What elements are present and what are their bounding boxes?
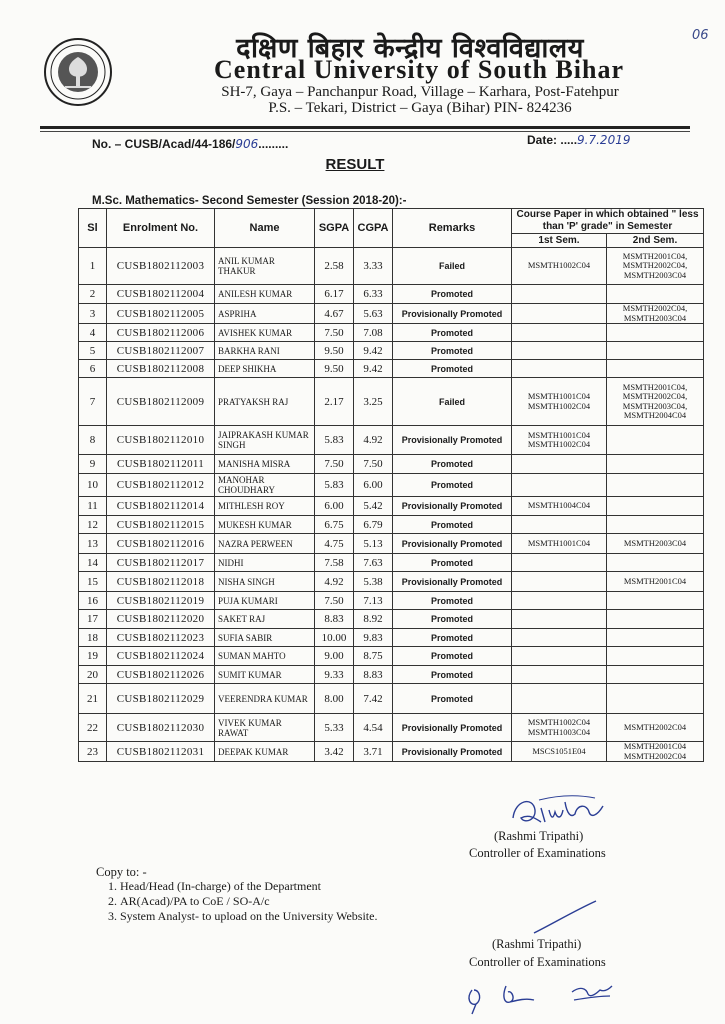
cell-sl: 15: [79, 572, 107, 592]
cell-sem1: MSMTH1002C04 MSMTH1003C04: [512, 714, 607, 742]
result-table: [78, 208, 704, 762]
cell-remarks: Provisionally Promoted: [393, 426, 512, 455]
cell-sem1: [512, 304, 607, 324]
cell-cgpa: 7.13: [354, 592, 393, 610]
cell-sem1: [512, 610, 607, 629]
table-row: [79, 629, 704, 647]
cell-sem2: [607, 426, 704, 455]
cell-enrolment: CUSB1802112024: [107, 647, 215, 666]
cell-cgpa: 7.42: [354, 684, 393, 714]
cell-name: DEEP SHIKHA: [215, 360, 315, 378]
cell-sgpa: 5.33: [315, 714, 354, 742]
cell-cgpa: 8.83: [354, 666, 393, 684]
cell-cgpa: 4.92: [354, 426, 393, 455]
cell-name: PRATYAKSH RAJ: [215, 378, 315, 426]
table-row: [79, 534, 704, 554]
cell-sgpa: 5.83: [315, 426, 354, 455]
cell-sl: 14: [79, 554, 107, 572]
cell-sem2: [607, 455, 704, 474]
cell-sgpa: 10.00: [315, 629, 354, 647]
table-row: [79, 714, 704, 742]
date: [527, 133, 630, 147]
cell-name: VIVEK KUMAR RAWAT: [215, 714, 315, 742]
cell-sgpa: 6.75: [315, 516, 354, 534]
cell-remarks: Promoted: [393, 342, 512, 360]
cell-enrolment: CUSB1802112007: [107, 342, 215, 360]
cell-cgpa: 5.13: [354, 534, 393, 554]
table-row: [79, 378, 704, 426]
cell-sem1: MSMTH1004C04: [512, 497, 607, 516]
cell-sl: 5: [79, 342, 107, 360]
table-row: [79, 474, 704, 497]
header-sem1: 1st Sem.: [512, 234, 607, 248]
cell-sem2: MSMTH2001C04, MSMTH2002C04, MSMTH2003C04: [607, 248, 704, 285]
cell-sgpa: 6.17: [315, 285, 354, 304]
copy-to-list: [98, 879, 377, 924]
page-title: RESULT: [325, 156, 385, 173]
cell-cgpa: 9.42: [354, 342, 393, 360]
cell-sem2: [607, 516, 704, 534]
cell-sem2: [607, 684, 704, 714]
cell-sem1: [512, 474, 607, 497]
table-row: [79, 342, 704, 360]
cell-sgpa: 7.50: [315, 592, 354, 610]
cell-sem2: [607, 554, 704, 572]
cell-sl: 17: [79, 610, 107, 629]
cell-enrolment: CUSB1802112015: [107, 516, 215, 534]
cell-cgpa: 4.54: [354, 714, 393, 742]
cell-enrolment: CUSB1802112030: [107, 714, 215, 742]
cell-sl: 11: [79, 497, 107, 516]
cell-sl: 20: [79, 666, 107, 684]
date-handwritten: 9.7.2019: [577, 133, 631, 147]
cell-cgpa: 3.25: [354, 378, 393, 426]
cell-cgpa: 6.33: [354, 285, 393, 304]
cell-sem1: MSMTH1001C04: [512, 534, 607, 554]
address-line-2: P.S. – Tekari, District – Gaya (Bihar) PIN- 824236: [268, 100, 572, 116]
cell-sem1: [512, 285, 607, 304]
cell-sl: 9: [79, 455, 107, 474]
date-label: Date:: [527, 133, 558, 147]
cell-sgpa: 9.33: [315, 666, 354, 684]
cell-sem1: MSMTH1001C04 MSMTH1002C04: [512, 426, 607, 455]
cell-enrolment: CUSB1802112011: [107, 455, 215, 474]
cell-remarks: Provisionally Promoted: [393, 497, 512, 516]
cell-sem2: MSMTH2002C04, MSMTH2003C04: [607, 304, 704, 324]
cell-name: MANOHAR CHOUDHARY: [215, 474, 315, 497]
cell-sem1: [512, 516, 607, 534]
cell-cgpa: 3.33: [354, 248, 393, 285]
cell-remarks: Failed: [393, 378, 512, 426]
cell-remarks: Promoted: [393, 554, 512, 572]
cell-cgpa: 8.75: [354, 647, 393, 666]
cell-sem2: [607, 497, 704, 516]
table-row: [79, 455, 704, 474]
signatory-title: Controller of Examinations: [469, 846, 606, 860]
header-cgpa: CGPA: [354, 209, 393, 248]
cell-name: DEEPAK KUMAR: [215, 742, 315, 762]
signatory-title-2: Controller of Examinations: [469, 955, 606, 969]
cell-sgpa: 4.92: [315, 572, 354, 592]
initials-image: [462, 970, 622, 1016]
cell-remarks: Promoted: [393, 455, 512, 474]
cell-sl: 18: [79, 629, 107, 647]
cell-enrolment: CUSB1802112023: [107, 629, 215, 647]
cell-name: PUJA KUMARI: [215, 592, 315, 610]
table-row: [79, 684, 704, 714]
cell-sl: 8: [79, 426, 107, 455]
cell-name: AVISHEK KUMAR: [215, 324, 315, 342]
cell-sem1: [512, 342, 607, 360]
table-row: [79, 666, 704, 684]
cell-sem2: MSMTH2003C04: [607, 534, 704, 554]
cell-sem1: [512, 629, 607, 647]
table-row: [79, 742, 704, 762]
cell-enrolment: CUSB1802112010: [107, 426, 215, 455]
cell-name: ANIL KUMAR THAKUR: [215, 248, 315, 285]
table-row: [79, 572, 704, 592]
table-row: [79, 647, 704, 666]
table-row: [79, 285, 704, 304]
cell-sgpa: 9.50: [315, 342, 354, 360]
cell-sgpa: 4.75: [315, 534, 354, 554]
cell-enrolment: CUSB1802112018: [107, 572, 215, 592]
cell-cgpa: 5.38: [354, 572, 393, 592]
cell-enrolment: CUSB1802112020: [107, 610, 215, 629]
university-logo: [43, 37, 113, 107]
cell-remarks: Promoted: [393, 647, 512, 666]
cell-name: MUKESH KUMAR: [215, 516, 315, 534]
copy-to-item: 3. System Analyst- to upload on the University Website.: [120, 909, 377, 924]
cell-enrolment: CUSB1802112005: [107, 304, 215, 324]
reference-label: No. – CUSB/Acad/44-186/: [92, 137, 236, 151]
cell-remarks: Promoted: [393, 666, 512, 684]
cell-sgpa: 6.00: [315, 497, 354, 516]
cell-sem2: [607, 592, 704, 610]
cell-sl: 1: [79, 248, 107, 285]
cell-enrolment: CUSB1802112026: [107, 666, 215, 684]
cell-sem1: MSMTH1002C04: [512, 248, 607, 285]
cell-cgpa: 7.08: [354, 324, 393, 342]
cell-sem2: [607, 285, 704, 304]
cell-cgpa: 5.63: [354, 304, 393, 324]
cell-sem1: [512, 324, 607, 342]
header-rule-thin: [40, 131, 690, 132]
table-row: [79, 516, 704, 534]
cell-sem1: [512, 647, 607, 666]
cell-sem2: [607, 610, 704, 629]
signatory-name: (Rashmi Tripathi): [494, 829, 584, 843]
cell-remarks: Promoted: [393, 285, 512, 304]
cell-sem1: [512, 360, 607, 378]
cell-sem2: [607, 324, 704, 342]
address-line-1: SH-7, Gaya – Panchanpur Road, Village – Karhara, Post-Fatehpur: [221, 84, 619, 100]
copy-to-label: Copy to: -: [96, 865, 147, 879]
cell-remarks: Failed: [393, 248, 512, 285]
cell-name: BARKHA RANI: [215, 342, 315, 360]
cell-remarks: Promoted: [393, 592, 512, 610]
cell-enrolment: CUSB1802112029: [107, 684, 215, 714]
date-dots: .....: [560, 133, 578, 147]
cell-sgpa: 9.00: [315, 647, 354, 666]
cell-remarks: Provisionally Promoted: [393, 304, 512, 324]
header-sgpa: SGPA: [315, 209, 354, 248]
cell-remarks: Promoted: [393, 516, 512, 534]
cell-enrolment: CUSB1802112008: [107, 360, 215, 378]
cell-sl: 6: [79, 360, 107, 378]
cell-cgpa: 8.92: [354, 610, 393, 629]
cell-name: ASPRIHA: [215, 304, 315, 324]
cell-sem1: MSCS1051E04: [512, 742, 607, 762]
cell-cgpa: 6.00: [354, 474, 393, 497]
cell-sgpa: 3.42: [315, 742, 354, 762]
cell-sem1: [512, 592, 607, 610]
header-name: Name: [215, 209, 315, 248]
cell-enrolment: CUSB1802112019: [107, 592, 215, 610]
university-name-hindi: दक्षिण बिहार केन्द्रीय विश्वविद्यालय: [236, 33, 584, 64]
cell-name: MITHLESH ROY: [215, 497, 315, 516]
cell-enrolment: CUSB1802112006: [107, 324, 215, 342]
table-row: [79, 324, 704, 342]
cell-enrolment: CUSB1802112014: [107, 497, 215, 516]
cell-cgpa: 7.50: [354, 455, 393, 474]
cell-name: SUMAN MAHTO: [215, 647, 315, 666]
table-row: [79, 497, 704, 516]
cell-sem2: [607, 647, 704, 666]
cell-sem1: [512, 554, 607, 572]
cell-sem1: [512, 455, 607, 474]
cell-name: ANILESH KUMAR: [215, 285, 315, 304]
table-caption: M.Sc. Mathematics- Second Semester (Session 2018-20):-: [92, 195, 407, 207]
cell-sgpa: 8.83: [315, 610, 354, 629]
cell-remarks: Provisionally Promoted: [393, 572, 512, 592]
cell-sem1: [512, 684, 607, 714]
cell-sgpa: 2.17: [315, 378, 354, 426]
cell-enrolment: CUSB1802112003: [107, 248, 215, 285]
cell-remarks: Promoted: [393, 610, 512, 629]
cell-sem2: [607, 629, 704, 647]
cell-name: JAIPRAKASH KUMAR SINGH: [215, 426, 315, 455]
cell-enrolment: CUSB1802112009: [107, 378, 215, 426]
cell-name: SUMIT KUMAR: [215, 666, 315, 684]
cell-name: SUFIA SABIR: [215, 629, 315, 647]
cell-name: NISHA SINGH: [215, 572, 315, 592]
signatory-name-2: (Rashmi Tripathi): [492, 937, 582, 951]
cell-sgpa: 7.50: [315, 324, 354, 342]
cell-enrolment: CUSB1802112031: [107, 742, 215, 762]
cell-remarks: Promoted: [393, 684, 512, 714]
cell-sgpa: 8.00: [315, 684, 354, 714]
corner-mark: 06: [692, 28, 709, 43]
cell-sem2: [607, 474, 704, 497]
cell-cgpa: 5.42: [354, 497, 393, 516]
cell-remarks: Promoted: [393, 629, 512, 647]
cell-sem1: MSMTH1001C04 MSMTH1002C04: [512, 378, 607, 426]
table-row: [79, 248, 704, 285]
table-row: [79, 592, 704, 610]
cell-sem2: [607, 360, 704, 378]
signature-stroke: [530, 897, 600, 937]
table-row: [79, 426, 704, 455]
cell-remarks: Promoted: [393, 360, 512, 378]
cell-sl: 4: [79, 324, 107, 342]
cell-sgpa: 7.50: [315, 455, 354, 474]
university-name-english: Central University of South Bihar: [214, 55, 624, 84]
cell-cgpa: 9.83: [354, 629, 393, 647]
cell-sem2: [607, 666, 704, 684]
table-row: [79, 610, 704, 629]
cell-sem1: [512, 666, 607, 684]
cell-cgpa: 7.63: [354, 554, 393, 572]
cell-sem2: MSMTH2001C04: [607, 572, 704, 592]
cell-cgpa: 9.42: [354, 360, 393, 378]
cell-sem2: [607, 342, 704, 360]
header-sem2: 2nd Sem.: [607, 234, 704, 248]
cell-sl: 12: [79, 516, 107, 534]
cell-cgpa: 6.79: [354, 516, 393, 534]
cell-sl: 23: [79, 742, 107, 762]
result-table-body: [79, 248, 704, 762]
header-remarks: Remarks: [393, 209, 512, 248]
cell-remarks: Promoted: [393, 474, 512, 497]
cell-remarks: Promoted: [393, 324, 512, 342]
cell-enrolment: CUSB1802112017: [107, 554, 215, 572]
cell-remarks: Provisionally Promoted: [393, 742, 512, 762]
cell-sl: 13: [79, 534, 107, 554]
header-enrolment: Enrolment No.: [107, 209, 215, 248]
cell-enrolment: CUSB1802112004: [107, 285, 215, 304]
cell-sl: 19: [79, 647, 107, 666]
cell-sl: 22: [79, 714, 107, 742]
cell-sl: 16: [79, 592, 107, 610]
cell-name: VEERENDRA KUMAR: [215, 684, 315, 714]
cell-sl: 10: [79, 474, 107, 497]
reference-number: [92, 137, 288, 151]
signature-image: [505, 788, 615, 834]
header-rule: [40, 126, 690, 129]
cell-name: SAKET RAJ: [215, 610, 315, 629]
copy-to-item: 2. AR(Acad)/PA to CoE / SO-A/c: [120, 894, 377, 909]
header-course-paper: Course Paper in which obtained " less than 'P' grade" in Semester: [512, 209, 704, 234]
reference-dots: .........: [258, 137, 289, 151]
cell-name: NIDHI: [215, 554, 315, 572]
cell-sgpa: 4.67: [315, 304, 354, 324]
cell-sem2: MSMTH2002C04: [607, 714, 704, 742]
cell-enrolment: CUSB1802112012: [107, 474, 215, 497]
cell-sgpa: 5.83: [315, 474, 354, 497]
cell-sl: 3: [79, 304, 107, 324]
cell-sgpa: 7.58: [315, 554, 354, 572]
cell-sem2: MSMTH2001C04, MSMTH2002C04, MSMTH2003C04, MSMTH2004C04: [607, 378, 704, 426]
header-sl: Sl: [79, 209, 107, 248]
cell-name: MANISHA MISRA: [215, 455, 315, 474]
cell-sl: 21: [79, 684, 107, 714]
table-row: [79, 304, 704, 324]
cell-sl: 7: [79, 378, 107, 426]
cell-enrolment: CUSB1802112016: [107, 534, 215, 554]
table-row: [79, 360, 704, 378]
cell-cgpa: 3.71: [354, 742, 393, 762]
cell-name: NAZRA PERWEEN: [215, 534, 315, 554]
reference-number-handwritten: 906: [235, 137, 259, 151]
cell-remarks: Provisionally Promoted: [393, 534, 512, 554]
cell-remarks: Provisionally Promoted: [393, 714, 512, 742]
cell-sem2: MSMTH2001C04 MSMTH2002C04: [607, 742, 704, 762]
cell-sem1: [512, 572, 607, 592]
cell-sgpa: 2.58: [315, 248, 354, 285]
cell-sgpa: 9.50: [315, 360, 354, 378]
cell-sl: 2: [79, 285, 107, 304]
copy-to-item: 1. Head/Head (In-charge) of the Department: [120, 879, 377, 894]
table-row: [79, 554, 704, 572]
